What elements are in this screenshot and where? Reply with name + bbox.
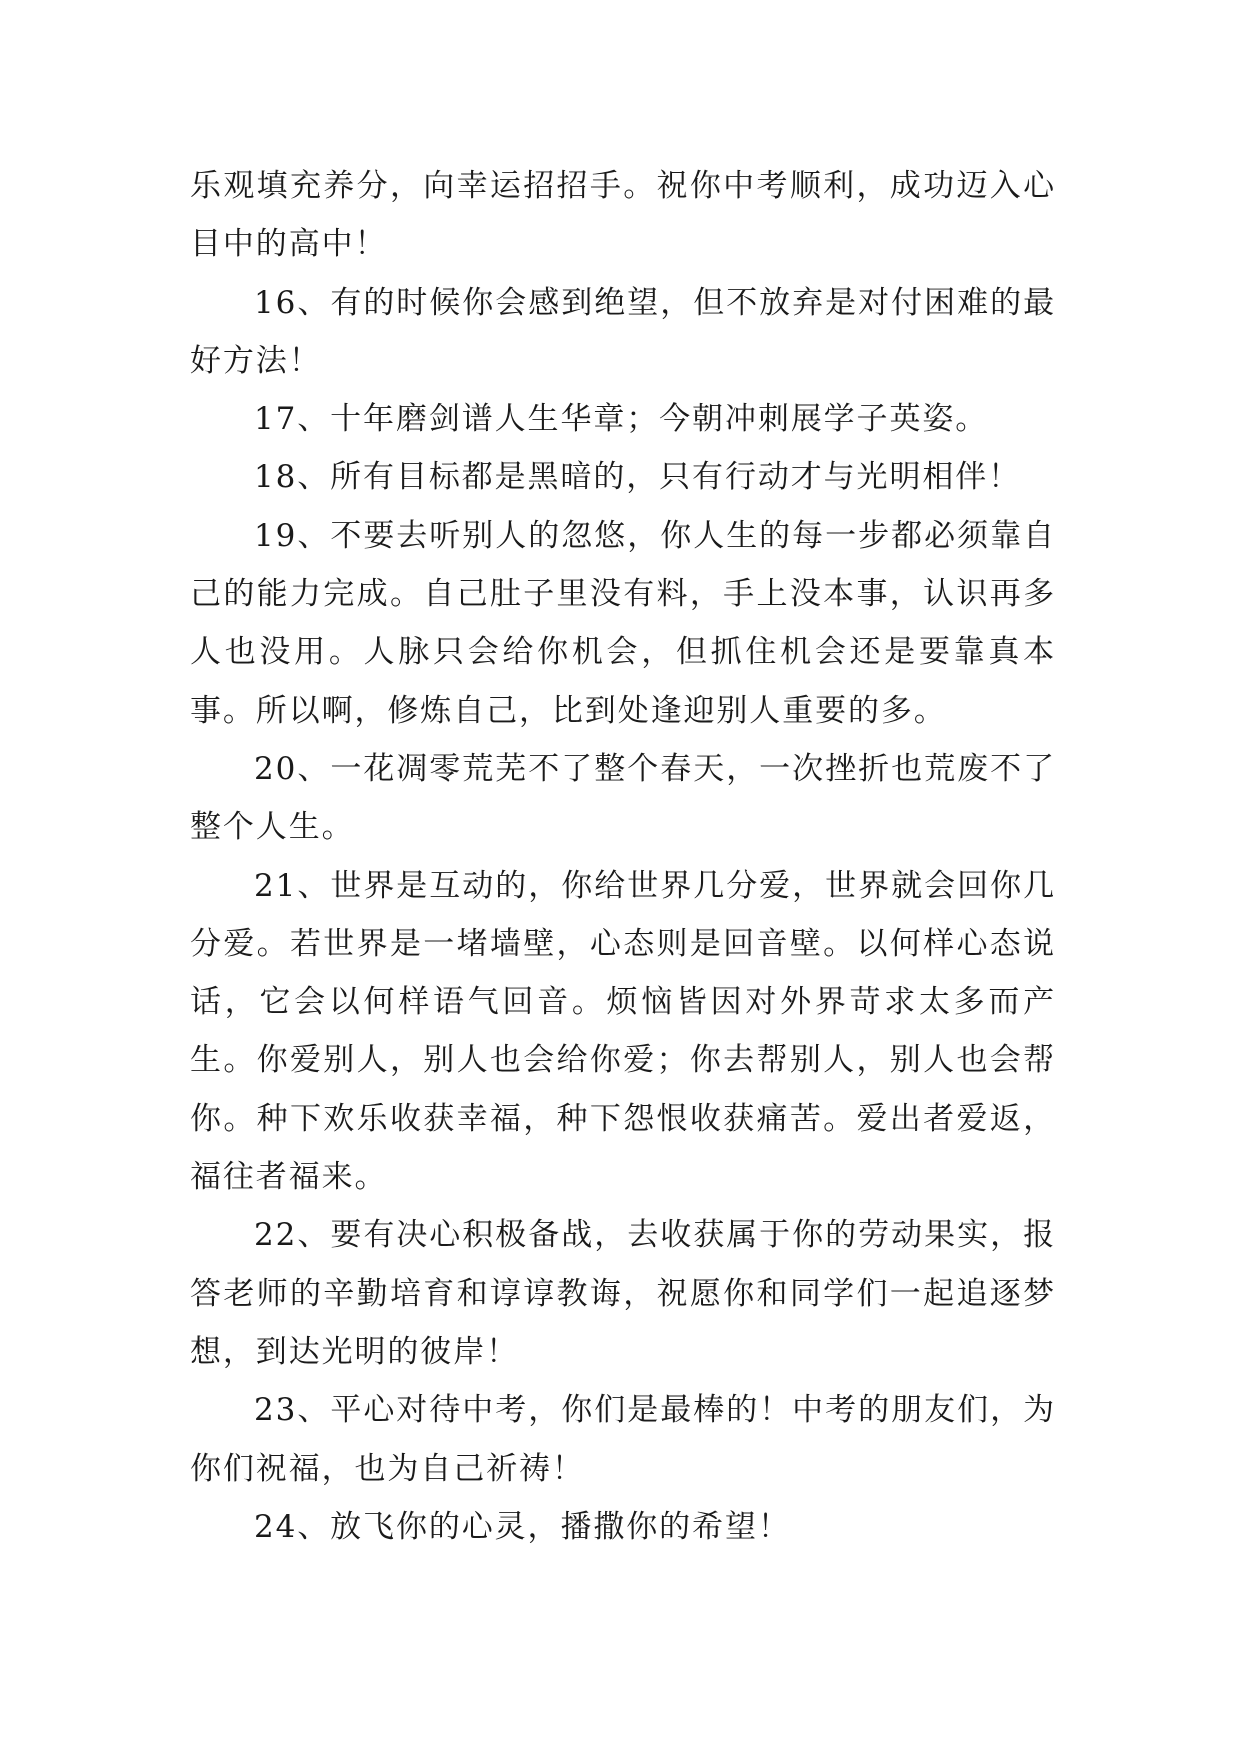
paragraph-16: 16、有的时候你会感到绝望，但不放弃是对付困难的最好方法！ [190,284,1056,379]
paragraph-24: 24、放飞你的心灵，播撒你的希望！ [254,1508,791,1545]
paragraph-19: 19、不要去听别人的忽悠，你人生的每一步都必须靠自己的能力完成。自己肚子里没有料，手上没本事，认识再多人也没用。人脉只会给你机会，但抓住机会还是要靠真本事。所以啊，修炼自己，比到处逢迎别人重要的多。 [190,517,1056,729]
paragraph-21: 21、世界是互动的，你给世界几分爱，世界就会回你几分爱。若世界是一堵墙壁，心态则是回音壁。以何样心态说话，它会以何样语气回音。烦恼皆因对外界苛求太多而产生。你爱别人，别人也会给你爱；你去帮别人，别人也会帮你。种下欢乐收获幸福，种下怨恨收获痛苦。爱出者爱返，福往者福来。 [190,867,1056,1196]
paragraph-continuation: 乐观填充养分，向幸运招招手。祝你中考顺利，成功迈入心目中的高中！ [190,168,1056,263]
paragraph-17: 17、十年磨剑谱人生华章；今朝冲刺展学子英姿。 [254,401,989,438]
paragraph-20: 20、一花凋零荒芜不了整个春天，一次挫折也荒废不了整个人生。 [190,750,1056,846]
paragraph-22: 22、要有决心积极备战，去收获属于你的劳动果实，报答老师的辛勤培育和谆谆教诲，祝愿你和同学们一起追逐梦想，到达光明的彼岸！ [190,1217,1056,1370]
paragraph-23: 23、平心对待中考，你们是最棒的！中考的朋友们，为你们祝福，也为自己祈祷！ [190,1392,1056,1487]
paragraph-18: 18、所有目标都是黑暗的，只有行动才与光明相伴！ [254,459,1022,496]
document-body [190,157,1056,1556]
